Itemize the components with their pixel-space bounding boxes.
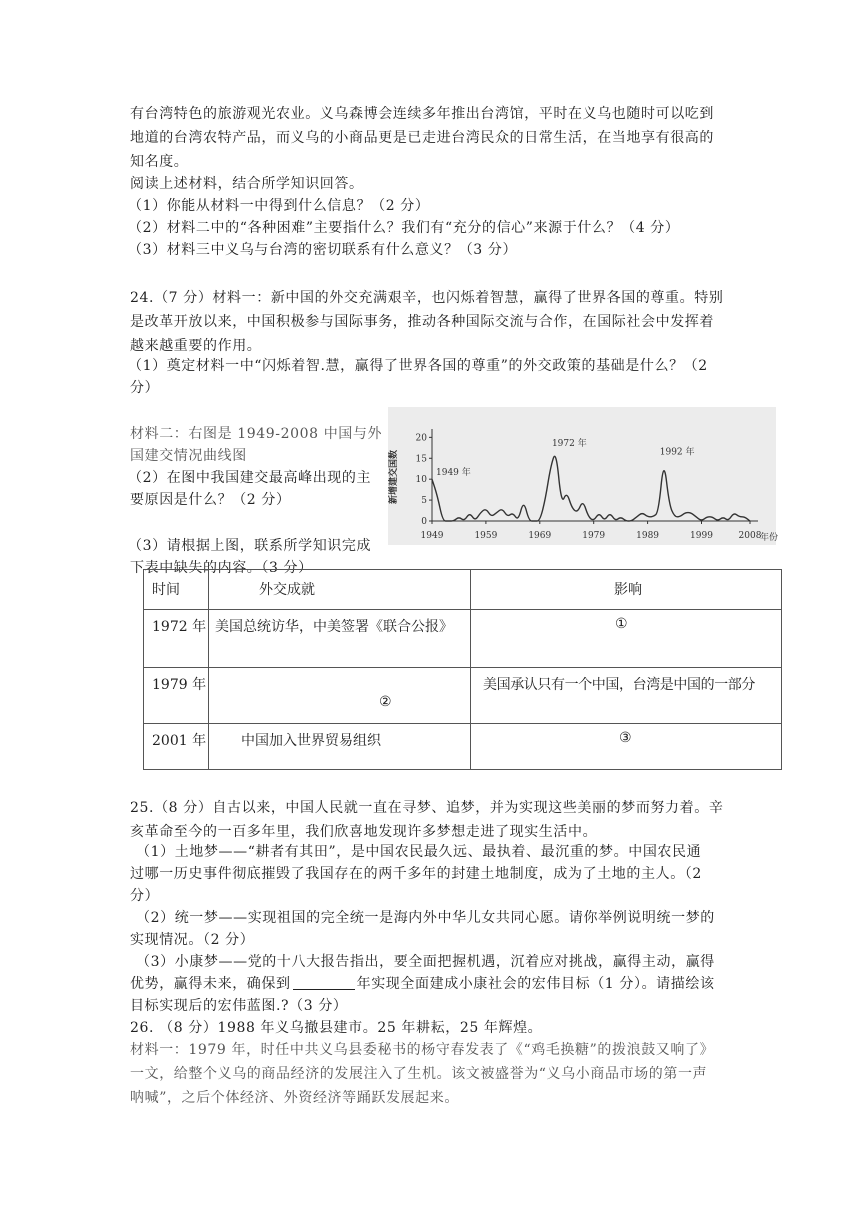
x-tick-label: 1959 [474,531,498,541]
q26-material-line-2: 一文，给整个义乌的商品经济的发展注入了生机。该文被盛誉为“义乌小商品市场的第一声 [130,1066,708,1082]
q24-subquestion-2: （2）在图中我国建交最高峰出现的主 [128,470,372,486]
q23-subquestion-3: （3）材料三中义乌与台湾的密切联系有什么意义？（3 分） [128,242,518,258]
cell-time-2001: 2001 年 [144,724,209,770]
q25-s3-text-after: 年实现全面建成小康社会的宏伟目标（1 分）。请描绘该 [356,976,715,992]
q25-intro-line-1: 25.（8 分）自古以来，中国人民就一直在寻梦、追梦，并为实现这些美丽的梦而努力着。辛 [130,800,724,816]
diplomacy-table [143,569,782,770]
q23-subquestion-2: （2）材料二中的“各种困难”主要指什么？我们有“充分的信心”来源于什么？（4 分） [128,220,680,236]
q25-subquestion-3: （3）小康梦——党的十八大报告指出，要全面把握机遇，沉着应对挑战，赢得主动，赢得 [136,954,715,970]
y-tick-label: 10 [415,475,427,486]
q25-subquestion-1-cont-1: 过哪一历史事件彻底摧毁了我国存在的两千多年的封建土地制度，成为了土地的主人。（2 [130,866,702,882]
q23-material-line-1: 有台湾特色的旅游观光农业。义乌森博会连续多年推出台湾馆，平时在义乌也随时可以吃到 [130,106,714,122]
diplomacy-line-chart [388,407,779,545]
x-tick-label: 1949 [420,531,444,541]
header-achievement: 外交成就 [209,570,471,610]
x-tick-label: 1979 [582,531,606,541]
x-tick-label: 1999 [690,531,713,541]
x-axis-unit: 年份 [760,533,779,543]
q25-s3-text-before: 优势，赢得未来，确保到 [130,976,291,992]
x-tick-label: 1989 [636,531,660,541]
q23-material-line-3: 知名度。 [130,154,189,170]
q23-instruction: 阅读上述材料，结合所学知识回答。 [130,176,364,192]
cell-achievement-2: ② [209,668,471,724]
chart-svg [388,407,779,545]
cell-effect-1: ① [471,610,782,668]
q24-material-line-1: 24.（7 分）材料一：新中国的外交充满艰辛，也闪烁着智慧，赢得了世界各国的尊重。特别 [130,290,724,306]
cell-time-1979: 1979 年 [144,668,209,724]
year-blank [293,975,355,990]
x-tick-label: 1969 [528,531,552,541]
q25-subquestion-1: （1）土地梦——“耕者有其田”，是中国农民最久远、最执着、最沉重的梦。中国农民通 [136,844,702,860]
y-tick-label: 15 [415,454,427,465]
q24-material-2-line-1: 材料二：右图是 1949-2008 中国与外 [130,426,383,442]
q25-subquestion-1-cont-2: 分） [130,888,160,904]
q23-material-line-2: 地道的台湾农特产品，而义乌的小商品更是已走进台湾民众的日常生活，在当地享有很高的 [130,130,714,146]
q25-intro-line-2: 亥革命至今的一百多年里，我们欣喜地发现许多梦想走进了现实生活中。 [130,824,598,840]
y-tick-label: 5 [421,496,427,507]
y-tick-label: 20 [415,433,427,444]
y-axis-label: 新增建交国数 [389,449,399,505]
q25-subquestion-3-cont [130,974,715,994]
q25-subquestion-2: （2）统一梦——实现祖国的完全统一是海内外中华儿女共同心愿。请你举例说明统一梦的 [136,910,715,926]
q24-subquestion-3-cont: 下表中缺失的内容。（3 分） [130,560,313,576]
q26-material-line-1: 材料一：1979 年，时任中共义乌县委秘书的杨守春发表了《“鸡毛换糖”的拨浪鼓又响了》 [130,1042,715,1058]
header-time: 时间 [144,570,209,610]
q24-material-2-line-2: 国建交情况曲线图 [130,448,247,464]
x-tick-label: 2008 [738,531,762,541]
q24-subquestion-1: （1）奠定材料一中“闪烁着智.慧，赢得了世界各国的尊重”的外交政策的基础是什么？（2 [128,358,708,374]
q24-material-line-2: 是改革开放以来，中国积极参与国际事务，推动各种国际交流与合作，在国际社会中发挥着 [130,314,714,330]
q24-subquestion-2-cont: 要原因是什么？（2 分） [130,492,291,508]
cell-achievement-2001: 中国加入世界贸易组织 [209,724,471,770]
q23-subquestion-1: （1）你能从材料一中得到什么信息？（2 分） [128,198,430,214]
q26-material-line-3: 呐喊”，之后个体经济、外资经济等踊跃发展起来。 [130,1090,459,1106]
q25-subquestion-3-cont-2: 目标实现后的宏伟蓝图.?（3 分） [130,998,348,1014]
cell-effect-3: ③ [471,724,782,770]
peak-annotation: 1949 年 [436,468,471,479]
cell-time-1972: 1972 年 [144,610,209,668]
q26-intro: 26. （8 分）1988 年义乌撤县建市。25 年耕耘，25 年辉煌。 [130,1020,543,1036]
cell-effect-1979: 美国承认只有一个中国，台湾是中国的一部分 [471,668,782,724]
q25-subquestion-2-cont: 实现情况。（2 分） [130,932,255,948]
y-tick-label: 0 [421,517,427,527]
cell-achievement-1972: 美国总统访华，中美签署《联合公报》 [209,610,471,668]
q24-subquestion-3: （3）请根据上图，联系所学知识完成 [128,538,372,554]
peak-annotation: 1992 年 [659,447,695,458]
header-effect: 影响 [471,570,782,610]
q24-subquestion-1-cont: 分） [130,380,160,396]
series-line [432,456,750,521]
q24-material-line-3: 越来越重要的作用。 [130,338,262,354]
peak-annotation: 1972 年 [551,438,587,449]
